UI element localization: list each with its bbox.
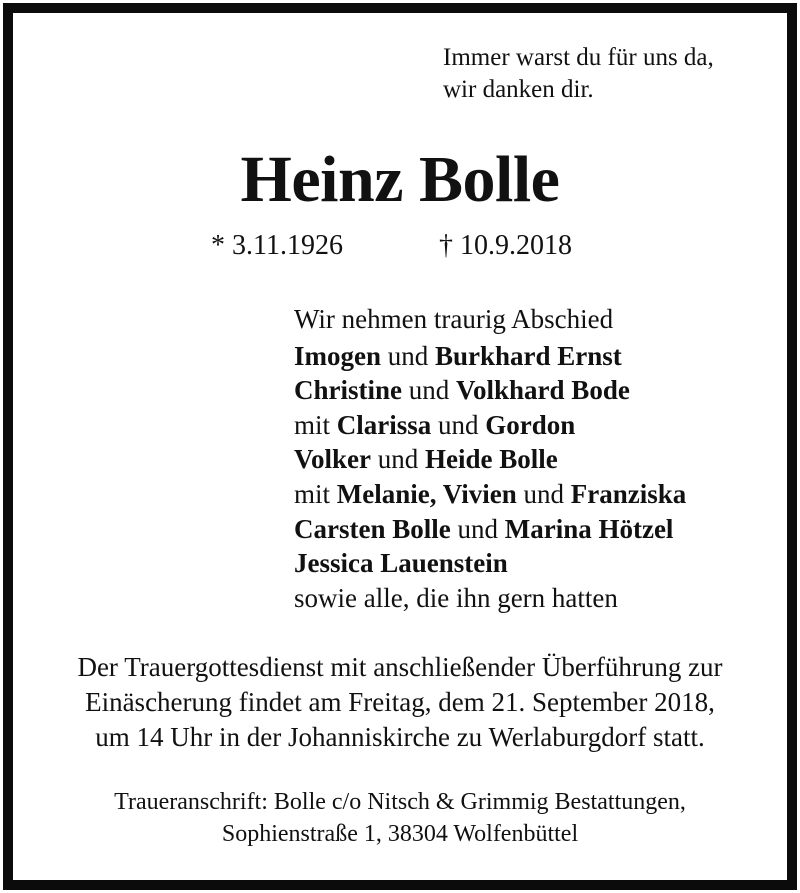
- mourner-line: [294, 477, 686, 512]
- mourner-line: [294, 442, 686, 477]
- death-date: † 10.9.2018: [439, 230, 572, 261]
- mourner-name: Jessica Lauenstein: [294, 548, 508, 579]
- mourner-line: [294, 512, 686, 547]
- condolence-address: [0, 786, 800, 850]
- mourner-connector: und: [431, 409, 486, 440]
- mourner-line: [294, 408, 686, 443]
- mourner-name: Heide Bolle: [425, 444, 558, 475]
- mourner-connector: und: [402, 375, 456, 406]
- mourner-name: Franziska: [570, 478, 687, 509]
- mourner-connector: und: [516, 478, 571, 509]
- mourner-connector: sowie alle, die ihn gern hatten: [294, 582, 618, 613]
- motto-line-2: wir danken dir.: [443, 76, 594, 103]
- mourner-connector: und: [450, 513, 505, 544]
- deceased-name: Heinz Bolle: [240, 143, 560, 216]
- service-line-3: um 14 Uhr in der Johanniskirche zu Werlaburgdorf statt.: [95, 722, 705, 752]
- mourner-name: Volkhard Bode: [456, 375, 630, 406]
- birth-date: * 3.11.1926: [211, 230, 343, 261]
- mourner-line: [294, 581, 686, 616]
- mourner-connector: und: [381, 340, 435, 371]
- mourner-line: [294, 546, 686, 581]
- mourner-name: Volker: [294, 444, 372, 475]
- mourner-line: [294, 373, 686, 408]
- mourners-list: [294, 302, 686, 615]
- motto: [443, 42, 714, 106]
- service-line-2: Einäscherung findet am Freitag, dem 21. September 2018,: [85, 687, 715, 717]
- service-line-1: Der Trauergottesdienst mit anschließender Überführung zur: [77, 652, 723, 682]
- mourner-connector: und: [371, 444, 426, 475]
- mourner-name: Carsten Bolle: [294, 513, 451, 544]
- mourner-name: Gordon: [485, 409, 576, 440]
- mourner-name: Imogen: [294, 340, 381, 371]
- mourner-name: Christine: [294, 375, 402, 406]
- address-line-2: Sophienstraße 1, 38304 Wolfenbüttel: [221, 821, 579, 847]
- farewell-line: Wir nehmen traurig Abschied: [294, 304, 614, 334]
- mourner-name: Melanie, Vivien: [336, 478, 517, 509]
- mourner-connector: mit: [294, 478, 337, 509]
- mourner-name: Marina Hötzel: [504, 513, 674, 544]
- motto-line-1: Immer warst du für uns da,: [443, 44, 714, 71]
- mourner-name: Clarissa: [336, 409, 432, 440]
- mourner-name: Burkhard Ernst: [435, 340, 622, 371]
- address-line-1: Traueranschrift: Bolle c/o Nitsch & Grimmig Bestattungen,: [114, 789, 686, 815]
- mourner-line: [294, 339, 686, 374]
- mourner-connector: mit: [294, 409, 337, 440]
- service-announcement: [0, 650, 800, 755]
